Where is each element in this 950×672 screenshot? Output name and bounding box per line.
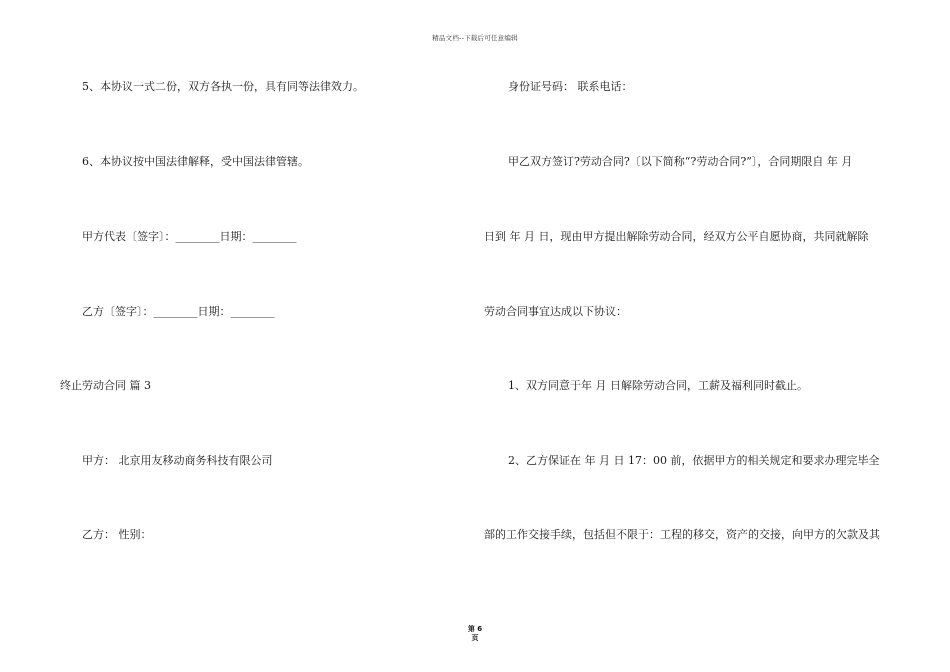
agreement-item-2-continued: 部的工作交接手续，包括但不限于：工程的移交，资产的交接，向甲方的欠款及其 [484,528,880,541]
party-b-line: 乙方： 性别： [82,528,152,541]
clause-5: 5、本协议一式二份，双方各执一份，具有同等法律效力。 [82,80,364,93]
page-number [0,625,950,643]
party-b-signature-line: 乙方〔签字〕：________日期：________ [82,305,275,318]
page-number-line1: 第 6 [467,625,483,633]
agreement-item-2: 2、乙方保证在 年 月 日 17：00 前，依据甲方的相关规定和要求办理完毕全 [508,454,880,467]
contract-intro-line: 甲乙双方签订?劳动合同?〔以下简称“?劳动合同?”〕，合同期限自 年 月 [508,155,853,168]
id-phone-line: 身份证号码： 联系电话： [508,80,633,93]
page-header: 精品文档--下载后可任意编辑 [432,34,518,42]
clause-6: 6、本协议按中国法律解释，受中国法律管辖。 [82,155,309,168]
page-number-line2: 页 [471,634,479,642]
section-title: 终止劳动合同 篇 3 [60,379,151,392]
party-a-signature-line: 甲方代表〔签字〕：________日期：________ [82,230,297,243]
agreement-item-1: 1、双方同意于年 月 日解除劳动合同，工薪及福利同时截止。 [508,379,808,392]
party-a-line: 甲方： 北京用友移动商务科技有限公司 [82,454,273,467]
contract-intro-continued: 日到 年 月 日，现由甲方提出解除劳动合同，经双方公平自愿协商，共同就解除 [484,230,869,243]
agreement-lead-line: 劳动合同事宜达成以下协议： [484,305,627,318]
